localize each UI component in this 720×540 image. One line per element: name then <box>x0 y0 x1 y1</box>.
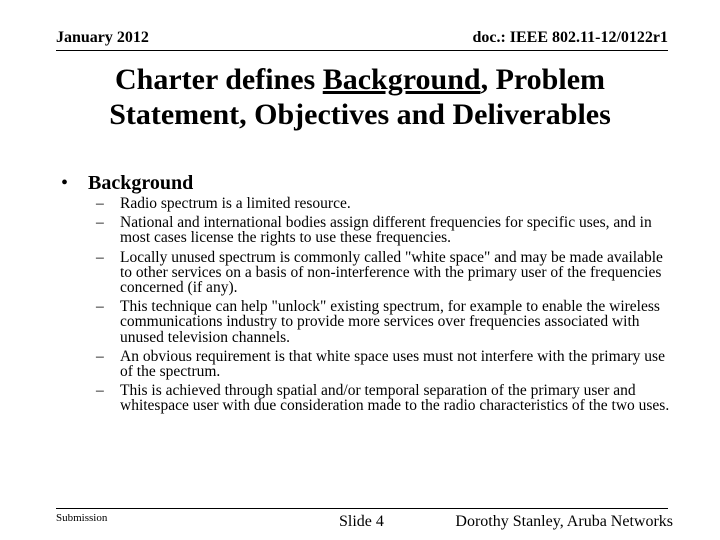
header-doc-id: doc.: IEEE 802.11-12/0122r1 <box>472 29 668 46</box>
list-item-text: This technique can help "unlock" existing spectrum, for example to enable the wireless communications industry to provide more services over frequencies associated with unused television channels. <box>120 298 660 346</box>
footer-slide-number: Slide 4 <box>339 513 384 530</box>
footer-author: Dorothy Stanley, Aruba Networks <box>455 513 673 530</box>
dash-icon: – <box>96 195 104 212</box>
sub-bullet-list <box>92 196 672 418</box>
footer-submission: Submission <box>56 512 108 524</box>
list-item <box>92 383 672 413</box>
list-item-text: This is achieved through spatial and/or temporal separation of the primary user and whitespace user with due consideration made to the radio characteristics of the two uses. <box>120 382 670 415</box>
title-underlined-word: Background <box>322 63 481 96</box>
list-item <box>92 349 672 379</box>
list-item <box>92 250 672 296</box>
bullet-icon: • <box>61 172 69 194</box>
dash-icon: – <box>96 248 104 266</box>
list-item-text: Radio spectrum is a limited resource. <box>120 195 351 212</box>
list-item-text: Locally unused spectrum is commonly called "white space" and may be made available to other services on a basis of non-interference with the primary user of the frequencies concerned (if any). <box>120 248 663 297</box>
list-item-text: National and international bodies assign different frequencies for specific uses, and in most cases license the rights to use these frequencies. <box>120 214 652 247</box>
title-line2: Statement, Objectives and Deliverables <box>109 98 611 131</box>
header-divider <box>56 50 668 51</box>
bullet-heading: Background <box>88 172 194 194</box>
header-date: January 2012 <box>56 29 149 46</box>
dash-icon: – <box>96 347 104 365</box>
title-line1-prefix: Charter defines <box>114 63 323 96</box>
list-item-text: An obvious requirement is that white space uses must not interfere with the primary use of the spectrum. <box>120 347 665 381</box>
slide-title <box>40 62 680 132</box>
list-item <box>92 196 672 211</box>
title-line1-suffix: , Problem <box>480 63 606 96</box>
list-item <box>92 215 672 245</box>
dash-icon: – <box>96 298 104 316</box>
footer-divider <box>56 508 668 509</box>
list-item <box>92 299 672 345</box>
dash-icon: – <box>96 214 104 232</box>
dash-icon: – <box>96 382 104 400</box>
